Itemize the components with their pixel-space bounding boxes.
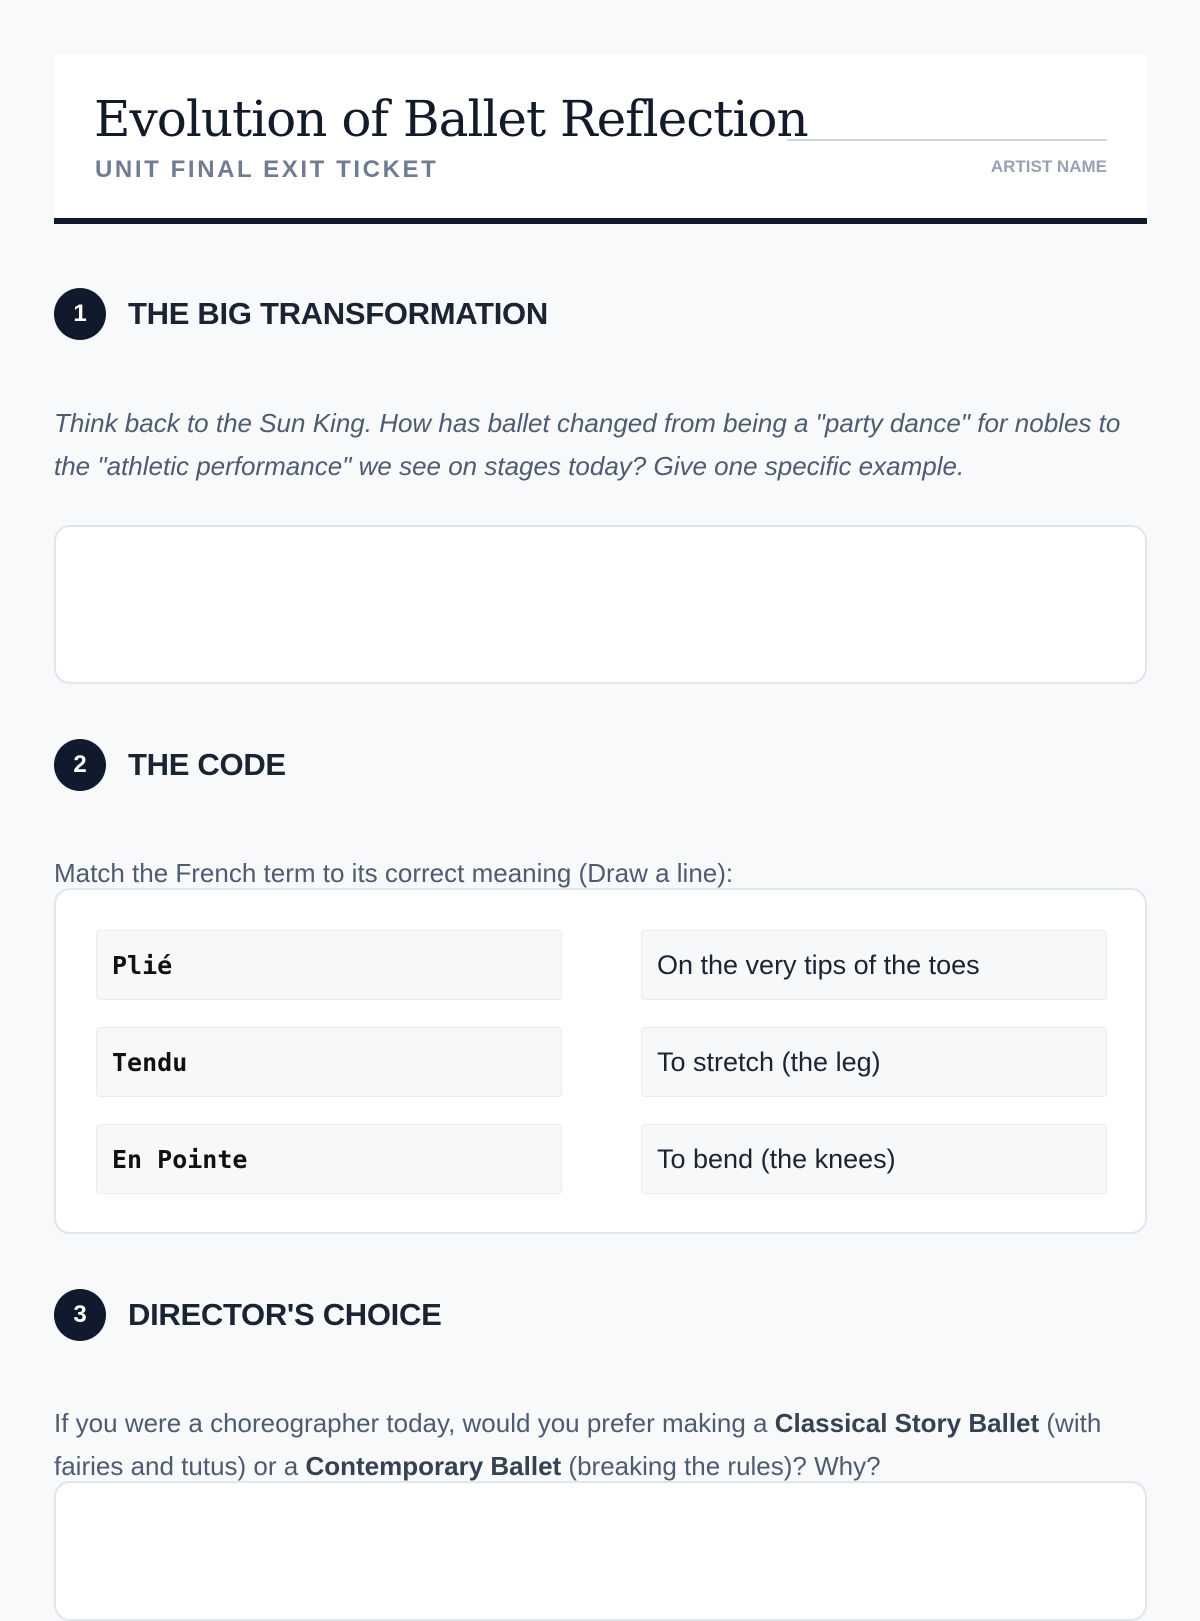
prompt-text: If you were a choreographer today, would you prefer making a <box>54 1408 775 1438</box>
page-subtitle: UNIT FINAL EXIT TICKET <box>95 156 439 183</box>
section-1-answer-box[interactable] <box>54 525 1147 684</box>
matching-row <box>96 930 1107 1000</box>
exit-ticket-page <box>54 54 1147 1481</box>
french-term-plie[interactable]: Plié <box>96 930 562 1000</box>
section-title: DIRECTOR'S CHOICE <box>128 1297 442 1332</box>
prompt-emphasis-contemporary: Contemporary Ballet <box>305 1451 562 1481</box>
section-title: THE BIG TRANSFORMATION <box>128 296 548 331</box>
section-2-prompt: Match the French term to its correct meaning (Draw a line): <box>54 858 734 888</box>
section-3-answer-box[interactable] <box>54 1481 1147 1621</box>
section-number-badge: 2 <box>54 739 106 791</box>
meaning-to-stretch[interactable]: To stretch (the leg) <box>641 1027 1107 1097</box>
meaning-to-bend[interactable]: To bend (the knees) <box>641 1124 1107 1194</box>
section-2-header <box>54 739 286 791</box>
matching-card <box>54 888 1147 1234</box>
section-number-badge: 3 <box>54 1289 106 1341</box>
section-3-header <box>54 1289 441 1341</box>
french-term-en-pointe[interactable]: En Pointe <box>96 1124 562 1194</box>
artist-name-line[interactable] <box>787 139 1107 141</box>
prompt-emphasis-classical: Classical Story Ballet <box>774 1408 1040 1438</box>
section-1-header <box>54 288 548 340</box>
ticket-header <box>54 54 1147 224</box>
section-3-prompt <box>54 1402 1147 1488</box>
meaning-tips-of-toes[interactable]: On the very tips of the toes <box>641 930 1107 1000</box>
prompt-text: (breaking the rules)? Why? <box>561 1451 881 1481</box>
section-1-prompt: Think back to the Sun King. How has ballet changed from being a "party dance" for nobles to the "athletic performance" we see on stages today? Give one specific example. <box>54 408 1121 481</box>
artist-name-label: ARTIST NAME <box>990 157 1107 176</box>
matching-row <box>96 1027 1107 1097</box>
matching-row <box>96 1124 1107 1194</box>
prompt-text: (with fairies and tutus) or a <box>54 1408 1102 1481</box>
page-title: Evolution of Ballet Reflection <box>94 90 808 148</box>
section-number-badge: 1 <box>54 288 106 340</box>
french-term-tendu[interactable]: Tendu <box>96 1027 562 1097</box>
section-title: THE CODE <box>128 747 286 782</box>
